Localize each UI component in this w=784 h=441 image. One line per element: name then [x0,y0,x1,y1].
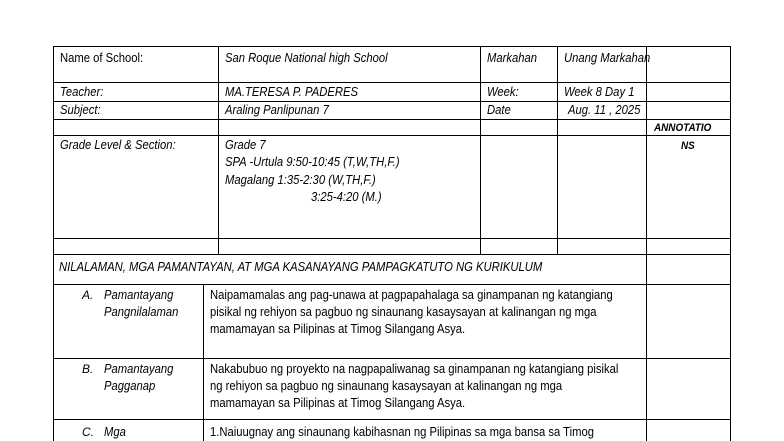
subject-label: Subject: [60,103,101,117]
annotations-header-line2: NS [681,140,695,152]
row-a-label-line2: Pangnilalaman [104,305,179,319]
teacher-value: MA.TERESA P. PADERES [225,85,358,99]
teacher-label: Teacher: [60,85,104,99]
subject-value: Araling Panlipunan 7 [225,103,329,117]
schedule-line-magalang: Magalang 1:35-2:30 (W,TH,F.) [225,173,376,187]
grade-line: Grade 7 [225,138,266,152]
row-b-letter: B. [82,362,94,376]
grade-section-label: Grade Level & Section: [60,138,176,152]
row-b-label-line2: Pagganap [104,379,156,393]
row-a-letter: A. [82,288,94,302]
row-c-letter: C. [82,425,94,439]
row-b-text-line2: ng rehiyon sa pagbuo ng sinaunang kasaysayan at kalinangan ng mga [210,379,563,393]
row-b-text-line3: mamamayan sa Pilipinas at Timog Silangang Asya. [210,396,466,410]
row-a-text-line2: pisikal ng rehiyon sa pagbuo ng sinaunang kasaysayan at kalinangan ng mga [210,305,597,319]
school-label: Name of School: [60,51,144,65]
schedule-line-monday: 3:25-4:20 (M.) [311,190,382,204]
row-b-label-line1: Pamantayang [104,362,174,376]
row-a-label-line1: Pamantayang [104,288,174,302]
markahan-label: Markahan [487,51,538,65]
schedule-line-spa: SPA -Urtula 9:50-10:45 (T,W,TH,F.) [225,155,400,169]
date-label: Date [487,103,511,117]
row-c-label-line1: Mga [104,425,126,439]
annotations-header-line1: ANNOTATIO [654,122,712,134]
markahan-value: Unang Markahan [564,51,651,65]
section-title: NILALAMAN, MGA PAMANTAYAN, AT MGA KASANAYANG PAMPAGKATUTO NG KURIKULUM [59,260,543,274]
date-value: Aug. 11 , 2025 [568,103,641,117]
row-a-text-line3: mamamayan sa Pilipinas at Timog Silangang Asya. [210,322,466,336]
row-a-text-line1: Naipamamalas ang pag-unawa at pagpapahalaga sa ginampanan ng katangiang [210,288,613,302]
row-b-text-line1: Nakabubuo ng proyekto na nagpapaliwanag sa ginampanan ng katangiang pisikal [210,362,619,376]
school-value: San Roque National high School [225,51,388,65]
week-value: Week 8 Day 1 [564,85,635,99]
week-label: Week: [487,85,519,99]
row-c-text-line1: 1.Naiuugnay ang sinaunang kabihasnan ng Pilipinas sa mga bansa sa Timog [210,425,595,439]
